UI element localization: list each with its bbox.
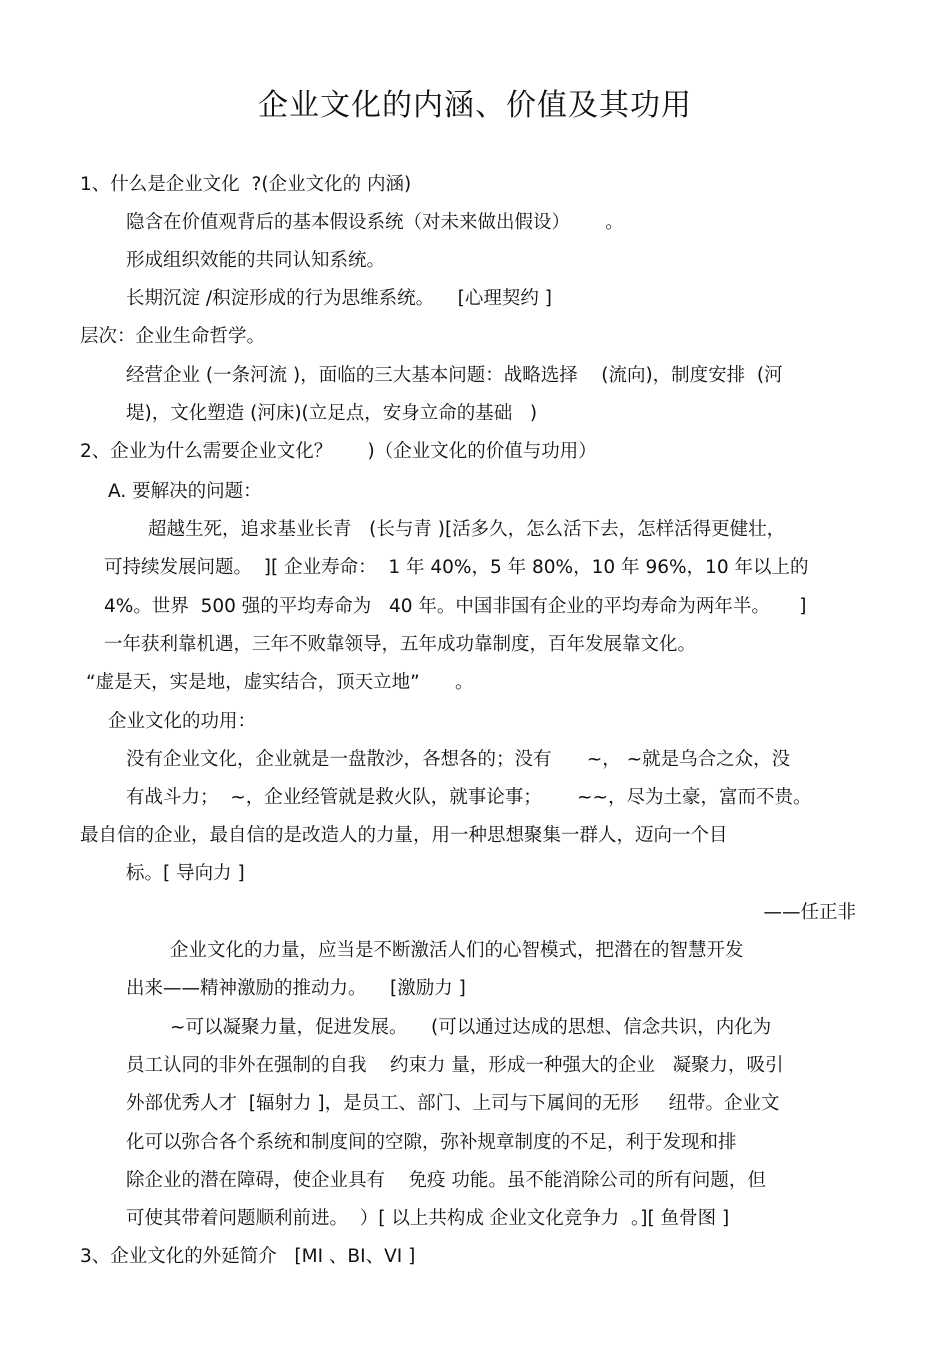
paragraph-line: 员工认同的非外在强制的自我 约束力 量，形成一种强大的企业 凝聚力，吸引 bbox=[126, 1055, 784, 1076]
document-title: 企业文化的内涵、价值及其功用 bbox=[258, 88, 692, 123]
paragraph-line: 一年获利靠机遇，三年不败靠领导，五年成功靠制度，百年发展靠文化。 bbox=[104, 634, 697, 655]
paragraph-line: 除企业的潜在障碍，使企业具有 免疫 功能。虽不能消除公司的所有问题，但 bbox=[126, 1170, 766, 1191]
paragraph-line: 出来——精神激励的推动力。 [激励力 ] bbox=[126, 978, 466, 999]
subheading: 企业文化的功用： bbox=[108, 711, 257, 732]
quote-attribution: ——任正非 bbox=[763, 902, 856, 923]
paragraph-line: 外部优秀人才 [辐射力 ]，是员工、部门、上司与下属间的无形 纽带。企业文 bbox=[126, 1093, 780, 1114]
paragraph-line: 4%。世界 500 强的平均寿命为 40 年。中国非国有企业的平均寿命为两年半。 ] bbox=[104, 596, 807, 617]
paragraph-line: 企业文化的力量，应当是不断激活人们的心智模式，把潜在的智慧开发 bbox=[170, 940, 744, 961]
paragraph-line: 标。[ 导向力 ] bbox=[126, 863, 245, 884]
heading-section-1: 1、什么是企业文化 ?(企业文化的 内涵) bbox=[80, 174, 412, 195]
subheading: A. 要解决的问题： bbox=[108, 481, 262, 502]
paragraph-line: 最自信的企业，最自信的是改造人的力量，用一种思想聚集一群人，迈向一个目 bbox=[80, 825, 728, 846]
paragraph-line: 化可以弥合各个系统和制度间的空隙，弥补规章制度的不足，利于发现和排 bbox=[126, 1132, 737, 1153]
paragraph-line: 超越生死，追求基业长青 (长与青 )[活多久，怎么活下去，怎样活得更健壮， bbox=[148, 519, 786, 540]
paragraph-line: 形成组织效能的共同认知系统。 bbox=[126, 250, 386, 271]
paragraph-line: 经营企业 (一条河流 )，面临的三大基本问题：战略选择 (流向)，制度安排 (河 bbox=[126, 365, 783, 386]
paragraph-line: 层次：企业生命哲学。 bbox=[80, 326, 266, 347]
paragraph-line: 堤)，文化塑造 (河床)(立足点，安身立命的基础 ) bbox=[126, 403, 538, 424]
heading-section-2: 2、企业为什么需要企业文化？ )（企业文化的价值与功用） bbox=[80, 441, 597, 462]
heading-section-3: 3、企业文化的外延简介 [MI 、BI、VI ] bbox=[80, 1246, 416, 1267]
paragraph-line: 没有企业文化，企业就是一盘散沙，各想各的；没有 ~， ~就是乌合之众，没 bbox=[126, 749, 791, 770]
paragraph-line: 长期沉淀 /积淀形成的行为思维系统。 [心理契约 ] bbox=[126, 288, 552, 309]
paragraph-line: 有战斗力； ~，企业经管就是救火队，就事论事； ~~，尽为土豪，富而不贵。 bbox=[126, 787, 812, 808]
paragraph-line: 隐含在价值观背后的基本假设系统（对未来做出假设） 。 bbox=[126, 212, 624, 233]
paragraph-line: 可使其带着问题顺利前进。 ）[ 以上共构成 企业文化竞争力 。][ 鱼骨图 ] bbox=[126, 1208, 730, 1229]
paragraph-line: 可持续发展问题。 ][ 企业寿命： 1 年 40%，5 年 80%，10 年 96%，10 年以上的 bbox=[104, 557, 809, 578]
paragraph-line: ~可以凝聚力量，促进发展。 (可以通过达成的思想、信念共识，内化为 bbox=[170, 1017, 772, 1038]
quote-line: “虚是天，实是地，虚实结合，顶天立地” 。 bbox=[86, 672, 474, 693]
